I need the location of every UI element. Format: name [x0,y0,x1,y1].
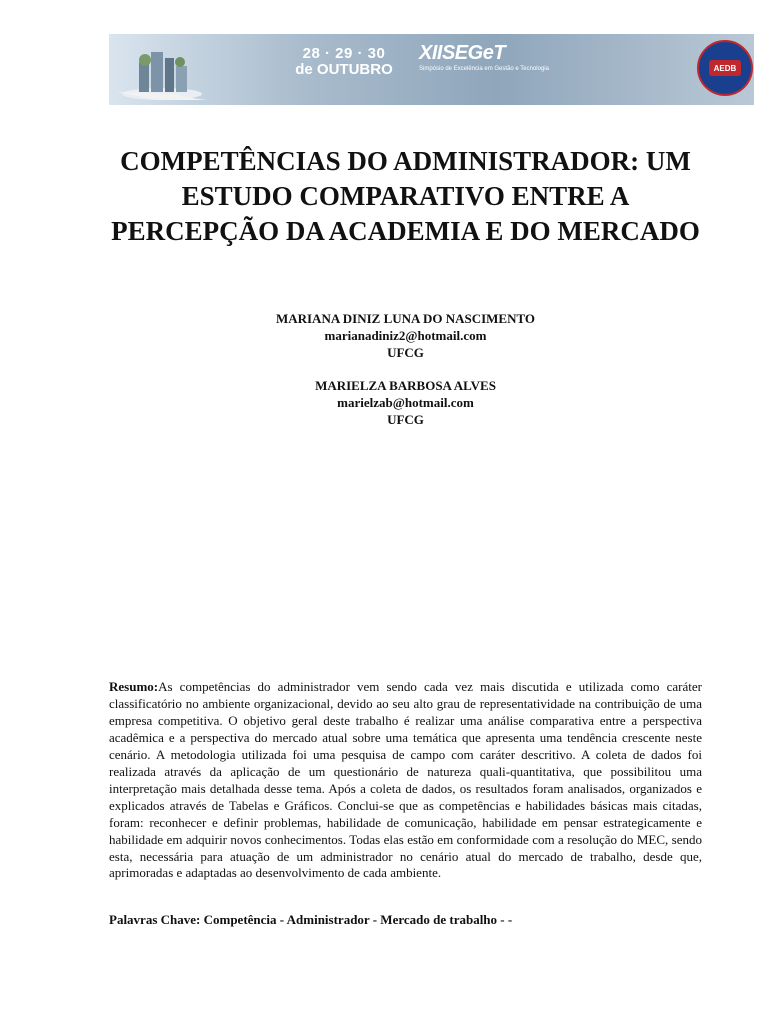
abstract-text: As competências do administrador vem sendo cada vez mais discutida e utilizada como caráter classificatório no ambiente organizacional, devido ao seu alto grau de representatividade na contribuição de uma empresa competitiva. O objetivo geral deste trabalho é realizar uma análise comparativa entre a perspectiva acadêmica e a perspectiva do mercado atual sobre uma temática que apresenta uma tendência crescente neste cenário. A metodologia utilizada foi uma pesquisa de campo com caráter descritivo. A coleta de dados foi realizada através da aplicação de um questionário de natureza quali-quantitativa, que possibilitou uma interpretação mais detalhada desse tema. Após a coleta de dados, os resultados foram analisados, organizados e explicados através de Tabelas e Gráficos. Conclui-se que as competências e habilidades básicas mais citadas, foram: reconhecer e definir problemas, habilidade de comunicação, habilidade em pensar estrategicamente e habilidade em adquirir novos conhecimentos. Todas elas estão em conformidade com a resolução do MEC, sendo esta, necessária para atuação de um administrador no cenário atual do mercado de trabalho, desde que, aprimoradas e adaptadas ao desenvolvimento de cada ambiente. [109,679,702,881]
author-email: marielzab@hotmail.com [337,395,474,410]
author-affiliation: UFCG [387,412,424,427]
city-skyline-illustration [117,34,227,105]
abstract-label: Resumo: [109,679,159,694]
author-name: MARIELZA BARBOSA ALVES [315,378,496,393]
event-dates [289,46,399,78]
paper-title: COMPETÊNCIAS DO ADMINISTRADOR: UM ESTUDO COMPARATIVO ENTRE A PERCEPÇÃO DA ACADEMIA E DO MERCADO [111,146,700,246]
institution-seal-icon [697,40,753,96]
keywords: Palavras Chave: Competência - Administrador - Mercado de trabalho - - [109,912,513,927]
author-affiliation: UFCG [387,345,424,360]
event-dates-days: 28 · 29 · 30 [302,45,386,62]
seal-label: AEDB [709,60,741,76]
author-block [109,310,702,361]
event-brand [419,42,579,72]
author-block [109,377,702,428]
abstract [109,679,702,882]
author-name: MARIANA DINIZ LUNA DO NASCIMENTO [275,311,536,326]
event-name: XIISEGeT [419,42,506,64]
conference-banner [109,34,754,105]
event-subtitle: Simpósio de Excelência em Gestão e Tecnologia [419,66,549,72]
event-dates-month: de OUTUBRO [295,60,393,78]
author-email: marianadiniz2@hotmail.com [324,328,487,343]
